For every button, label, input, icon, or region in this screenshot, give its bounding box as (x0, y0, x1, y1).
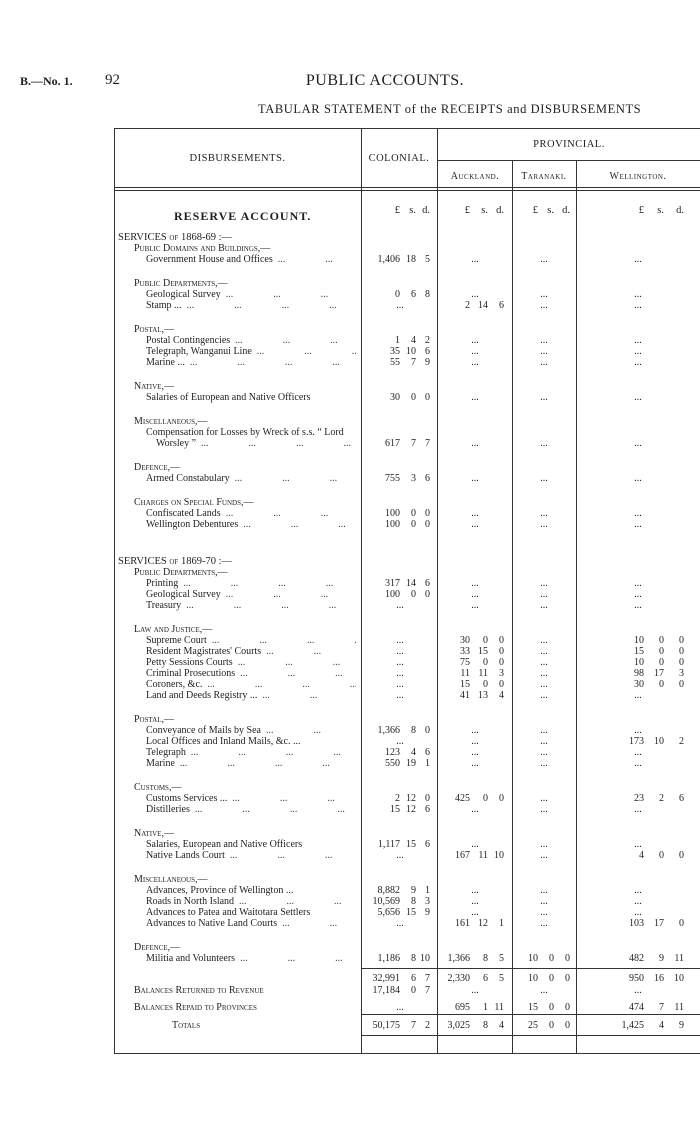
amount-colonial: ... (396, 850, 404, 861)
table-row (0, 690, 700, 701)
amount-taranaki: ... (540, 679, 548, 690)
row-label: Telegraph, Wanganui Line ... (146, 346, 356, 357)
amount-auckland: 425 0 0 (455, 793, 504, 804)
row-label: Public Departments,— (134, 567, 228, 578)
amount-colonial: 50,175 7 2 (372, 1020, 430, 1031)
row-label: Public Domains and Buildings,— (134, 243, 271, 254)
amount-colonial: 100 0 0 (385, 519, 430, 530)
amount-taranaki: ... (540, 473, 548, 484)
amount-colonial: 35 10 6 (390, 346, 430, 357)
table-row (0, 508, 700, 519)
amount-taranaki: 15 0 0 (528, 1002, 570, 1013)
row-label: Postal,— (134, 714, 175, 725)
amount-taranaki: ... (540, 300, 548, 311)
amount-wellington: ... (634, 758, 642, 769)
amount-auckland: 1,366 8 5 (447, 953, 504, 964)
amount-colonial: ... (396, 679, 404, 690)
amount-taranaki: ... (540, 885, 548, 896)
amount-wellington: 173 10 2 (629, 736, 684, 747)
amount-wellington: 10 0 0 (634, 635, 684, 646)
row-label: Wellington Debentures ... (146, 519, 356, 530)
table-row (0, 679, 700, 690)
amount-auckland: 3,025 8 4 (447, 1020, 504, 1031)
col-head-auckland: Auckland. (450, 171, 500, 182)
amount-taranaki: ... (540, 668, 548, 679)
amount-colonial: 30 0 0 (390, 392, 430, 403)
amount-auckland: ... (471, 508, 479, 519)
table-row (0, 346, 700, 357)
amount-wellington: ... (634, 300, 642, 311)
row-label: Native,— (134, 381, 174, 392)
amount-taranaki: ... (540, 346, 548, 357)
row-label: Coroners, &c. ... (146, 679, 356, 690)
row-label: Local Offices and Inland Mails, &c. ... (146, 736, 301, 747)
row-label: Advances to Native Land Courts ... (146, 918, 356, 929)
amount-colonial: 8,882 9 1 (377, 885, 430, 896)
amount-taranaki: ... (540, 600, 548, 611)
amount-auckland: 2 14 6 (465, 300, 504, 311)
amount-wellington: ... (634, 839, 642, 850)
col-head-disbursements: DISBURSEMENTS. (189, 153, 286, 164)
provincial-rule (438, 160, 700, 161)
row-label: Miscellaneous,— (134, 874, 208, 885)
amount-colonial: 317 14 6 (385, 578, 430, 589)
row-label: Native Lands Court ... (146, 850, 356, 861)
amount-colonial: 755 3 6 (385, 473, 430, 484)
balances-revenue-row-label: Balances Returned to Revenue (134, 985, 264, 996)
amount-wellington: ... (634, 392, 642, 403)
table-row (0, 289, 700, 300)
amount-auckland: ... (471, 519, 479, 530)
row-label: Militia and Volunteers ... (146, 953, 356, 964)
table-row (0, 725, 700, 736)
amount-colonial: 100 0 0 (385, 508, 430, 519)
amount-auckland: 75 0 0 (460, 657, 504, 668)
amount-colonial: ... (396, 668, 404, 679)
row-label: Armed Constabulary ... (146, 473, 356, 484)
balances-provinces-row-label: Balances Repaid to Provinces (134, 1002, 257, 1013)
amount-colonial: ... (396, 1002, 404, 1013)
amount-colonial: ... (396, 646, 404, 657)
amount-colonial: 100 0 0 (385, 589, 430, 600)
row-label: Distilleries ... (146, 804, 356, 815)
amount-auckland: ... (471, 473, 479, 484)
row-label: Customs Services ... ... (146, 793, 356, 804)
amount-wellington: 950 16 10 (629, 973, 684, 984)
amount-taranaki: ... (540, 850, 548, 861)
amount-taranaki: ... (540, 646, 548, 657)
table-top-rule (114, 128, 700, 129)
amount-wellington: ... (634, 907, 642, 918)
table-row (0, 232, 700, 243)
table-row (0, 839, 700, 850)
table-row (0, 335, 700, 346)
row-label: Advances, Province of Wellington ... (146, 885, 294, 896)
amount-auckland: ... (471, 985, 479, 996)
table-row (0, 300, 700, 311)
amount-colonial: ... (396, 600, 404, 611)
table-row (0, 657, 700, 668)
table-row (0, 324, 700, 335)
section-title: RESERVE ACCOUNT. (174, 209, 312, 223)
row-label: Roads in North Island ... (146, 896, 356, 907)
table-row (0, 578, 700, 589)
amount-taranaki: 25 0 0 (528, 1020, 570, 1031)
amount-wellington: 103 17 0 (629, 918, 684, 929)
amount-auckland: ... (471, 346, 479, 357)
table-row (0, 392, 700, 403)
amount-wellington: ... (634, 804, 642, 815)
amount-wellington: ... (634, 589, 642, 600)
amount-colonial: 5,656 15 9 (377, 907, 430, 918)
row-label: Confiscated Lands ... (146, 508, 356, 519)
amount-auckland: ... (471, 758, 479, 769)
table-row (0, 907, 700, 918)
amount-taranaki: ... (540, 839, 548, 850)
amount-auckland: ... (471, 578, 479, 589)
table-row (0, 438, 700, 449)
col-head-taranaki: Taranaki. (521, 171, 567, 182)
amount-auckland: 167 11 10 (455, 850, 504, 861)
amount-taranaki: ... (540, 896, 548, 907)
money-units-taranaki: £ s. d. (532, 205, 570, 216)
amount-auckland: 2,330 6 5 (447, 973, 504, 984)
table-row (0, 416, 700, 427)
amount-colonial: 55 7 9 (390, 357, 430, 368)
amount-wellington: 474 7 11 (629, 1002, 684, 1013)
table-row (0, 942, 700, 953)
header-bottom-rule (114, 187, 700, 188)
amount-wellington: ... (634, 725, 642, 736)
amount-taranaki: ... (540, 758, 548, 769)
page-title: PUBLIC ACCOUNTS. (305, 72, 465, 89)
amount-wellington: ... (634, 473, 642, 484)
table-row (0, 646, 700, 657)
row-label: SERVICES of 1868-69 :— (118, 232, 232, 243)
row-label: Supreme Court ... (146, 635, 356, 646)
amount-taranaki: ... (540, 254, 548, 265)
totals-row (0, 1020, 700, 1031)
row-label: Geological Survey ... (146, 289, 356, 300)
amount-wellington: 30 0 0 (634, 679, 684, 690)
col-head-colonial: COLONIAL. (368, 153, 430, 164)
amount-taranaki: ... (540, 508, 548, 519)
money-units-colonial: £ s. d. (394, 205, 430, 216)
amount-auckland: 11 11 3 (460, 668, 504, 679)
amount-taranaki: ... (540, 589, 548, 600)
row-label: Charges on Special Funds,— (134, 497, 254, 508)
row-label: Miscellaneous,— (134, 416, 208, 427)
table-row (0, 462, 700, 473)
amount-wellington: ... (634, 254, 642, 265)
row-label: Advances to Patea and Waitotara Settlers (146, 907, 311, 918)
row-label: Criminal Prosecutions ... (146, 668, 356, 679)
amount-colonial: 1 4 2 (395, 335, 430, 346)
amount-colonial: 1,406 18 5 (377, 254, 430, 265)
table-caption: TABULAR STATEMENT of the RECEIPTS and DISBURSEMENTS (258, 102, 642, 116)
row-label: Marine ... ... (146, 357, 356, 368)
amount-colonial: 617 7 7 (385, 438, 430, 449)
table-row (0, 714, 700, 725)
amount-colonial: ... (396, 736, 404, 747)
row-label: Customs,— (134, 782, 182, 793)
amount-wellington: ... (634, 508, 642, 519)
document-reference: B.—No. 1. (20, 74, 73, 88)
amount-taranaki: ... (540, 918, 548, 929)
table-row (0, 254, 700, 265)
amount-taranaki: 10 0 0 (528, 973, 570, 984)
row-label: Petty Sessions Courts ... (146, 657, 356, 668)
row-label: Compensation for Losses by Wreck of s.s. “ Lord (146, 427, 344, 438)
row-label: Law and Justice,— (134, 624, 213, 635)
balances-revenue-row (0, 985, 700, 996)
amount-taranaki: ... (540, 578, 548, 589)
row-label: Stamp ... ... (146, 300, 356, 311)
row-label: Worsley ” ... (156, 438, 356, 449)
page-number: 92 (105, 72, 120, 88)
amount-taranaki: ... (540, 519, 548, 530)
amount-auckland: ... (471, 335, 479, 346)
row-label: Government House and Offices ... (146, 254, 356, 265)
amount-auckland: ... (471, 839, 479, 850)
amount-wellington: 1,425 4 9 (621, 1020, 684, 1031)
row-label: Postal Contingencies ... (146, 335, 356, 346)
table-row (0, 497, 700, 508)
amount-wellington: ... (634, 690, 642, 701)
amount-colonial: ... (396, 635, 404, 646)
row-label: Salaries of European and Native Officers (146, 392, 311, 403)
amount-auckland: 30 0 0 (460, 635, 504, 646)
table-bottom-rule (114, 1053, 700, 1054)
money-units-auckland: £ s. d. (464, 205, 504, 216)
row-label: Defence,— (134, 462, 181, 473)
table-row (0, 589, 700, 600)
amount-wellington: 15 0 0 (634, 646, 684, 657)
row-label: Printing ... (146, 578, 356, 589)
amount-taranaki: ... (540, 725, 548, 736)
amount-colonial: 17,184 0 7 (372, 985, 430, 996)
table-row (0, 635, 700, 646)
amount-auckland: ... (471, 747, 479, 758)
amount-colonial: 550 19 1 (385, 758, 430, 769)
amount-auckland: ... (471, 896, 479, 907)
balances-provinces-row (0, 1002, 700, 1013)
table-row (0, 896, 700, 907)
table-row (0, 804, 700, 815)
amount-colonial: 0 6 8 (395, 289, 430, 300)
table-row (0, 556, 700, 567)
amount-taranaki: ... (540, 907, 548, 918)
amount-wellington: ... (634, 335, 642, 346)
table-row (0, 874, 700, 885)
table-row (0, 758, 700, 769)
table-row (0, 918, 700, 929)
amount-wellington: ... (634, 600, 642, 611)
amount-taranaki: ... (540, 736, 548, 747)
amount-auckland: 15 0 0 (460, 679, 504, 690)
col-head-provincial: PROVINCIAL. (533, 139, 605, 150)
amount-wellington: ... (634, 438, 642, 449)
table-row (0, 668, 700, 679)
amount-taranaki: ... (540, 635, 548, 646)
amount-wellington: 98 17 3 (634, 668, 684, 679)
table-row (0, 243, 700, 254)
table-row (0, 427, 700, 438)
amount-wellington: ... (634, 357, 642, 368)
row-label: Conveyance of Mails by Sea ... (146, 725, 356, 736)
amount-auckland: 41 13 4 (460, 690, 504, 701)
table-row (0, 567, 700, 578)
row-label: Geological Survey ... (146, 589, 356, 600)
table-row (0, 828, 700, 839)
amount-auckland: 161 12 1 (455, 918, 504, 929)
amount-taranaki: ... (540, 357, 548, 368)
amount-wellington: 23 2 6 (634, 793, 684, 804)
amount-colonial: 123 4 6 (385, 747, 430, 758)
table-row (0, 736, 700, 747)
amount-colonial: 1,117 15 6 (377, 839, 430, 850)
header-bottom-rule-2 (114, 190, 700, 191)
amount-taranaki: 10 0 0 (528, 953, 570, 964)
amount-wellington: 10 0 0 (634, 657, 684, 668)
amount-taranaki: ... (540, 804, 548, 815)
table-row (0, 600, 700, 611)
row-label: Marine ... (146, 758, 356, 769)
table-row (0, 953, 700, 964)
amount-auckland: ... (471, 736, 479, 747)
amount-auckland: ... (471, 289, 479, 300)
amount-colonial: ... (396, 690, 404, 701)
row-label: Treasury ... (146, 600, 356, 611)
totals-rule-2 (361, 1035, 700, 1036)
amount-taranaki: ... (540, 985, 548, 996)
row-label: Defence,— (134, 942, 181, 953)
amount-taranaki: ... (540, 793, 548, 804)
row-label: SERVICES of 1869-70 :— (118, 556, 232, 567)
totals-row-label: Totals (172, 1020, 201, 1031)
table-row (0, 381, 700, 392)
row-label: Native,— (134, 828, 174, 839)
amount-colonial: 2 12 0 (395, 793, 430, 804)
table-row (0, 278, 700, 289)
amount-taranaki: ... (540, 747, 548, 758)
amount-taranaki: ... (540, 438, 548, 449)
amount-auckland: ... (471, 725, 479, 736)
row-label: Postal,— (134, 324, 175, 335)
row-label: Salaries, European and Native Officers (146, 839, 303, 850)
amount-auckland: 695 1 11 (455, 1002, 504, 1013)
col-head-wellington: Wellington. (609, 171, 667, 182)
row-label: Telegraph ... (146, 747, 356, 758)
amount-taranaki: ... (540, 335, 548, 346)
amount-wellington: ... (634, 985, 642, 996)
amount-wellington: 4 0 0 (639, 850, 684, 861)
table-row (0, 885, 700, 896)
table-row (0, 624, 700, 635)
table-row (0, 473, 700, 484)
table-row (0, 747, 700, 758)
amount-colonial: 15 12 6 (390, 804, 430, 815)
amount-taranaki: ... (540, 392, 548, 403)
amount-auckland: 33 15 0 (460, 646, 504, 657)
amount-wellington: ... (634, 885, 642, 896)
table-row (0, 357, 700, 368)
amount-auckland: ... (471, 804, 479, 815)
table-row (0, 850, 700, 861)
row-label: Land and Deeds Registry ... ... (146, 690, 356, 701)
row-label: Public Departments,— (134, 278, 228, 289)
table-row (0, 519, 700, 530)
table-row (0, 793, 700, 804)
amount-colonial: ... (396, 657, 404, 668)
money-units-wellington: £ s. d. (638, 205, 684, 216)
amount-wellington: ... (634, 519, 642, 530)
amount-taranaki: ... (540, 289, 548, 300)
amount-wellington: ... (634, 346, 642, 357)
amount-wellington: ... (634, 896, 642, 907)
amount-auckland: ... (471, 589, 479, 600)
row-label: Resident Magistrates' Courts ... (146, 646, 356, 657)
amount-colonial: ... (396, 300, 404, 311)
amount-colonial: 32,991 6 7 (372, 973, 430, 984)
subtotal-rule (361, 968, 700, 969)
totals-rule (361, 1014, 700, 1015)
amount-taranaki: ... (540, 690, 548, 701)
amount-wellington: ... (634, 289, 642, 300)
amount-auckland: ... (471, 885, 479, 896)
amount-colonial: ... (396, 918, 404, 929)
amount-colonial: 1,186 8 10 (377, 953, 430, 964)
amount-auckland: ... (471, 392, 479, 403)
amount-taranaki: ... (540, 657, 548, 668)
amount-auckland: ... (471, 600, 479, 611)
amount-wellington: 482 9 11 (629, 953, 684, 964)
amount-colonial: 10,569 8 3 (372, 896, 430, 907)
amount-colonial: 1,366 8 0 (377, 725, 430, 736)
subtotal-row (0, 973, 700, 984)
table-row (0, 782, 700, 793)
amount-auckland: ... (471, 254, 479, 265)
amount-wellington: ... (634, 747, 642, 758)
amount-wellington: ... (634, 578, 642, 589)
amount-auckland: ... (471, 907, 479, 918)
amount-auckland: ... (471, 438, 479, 449)
amount-auckland: ... (471, 357, 479, 368)
